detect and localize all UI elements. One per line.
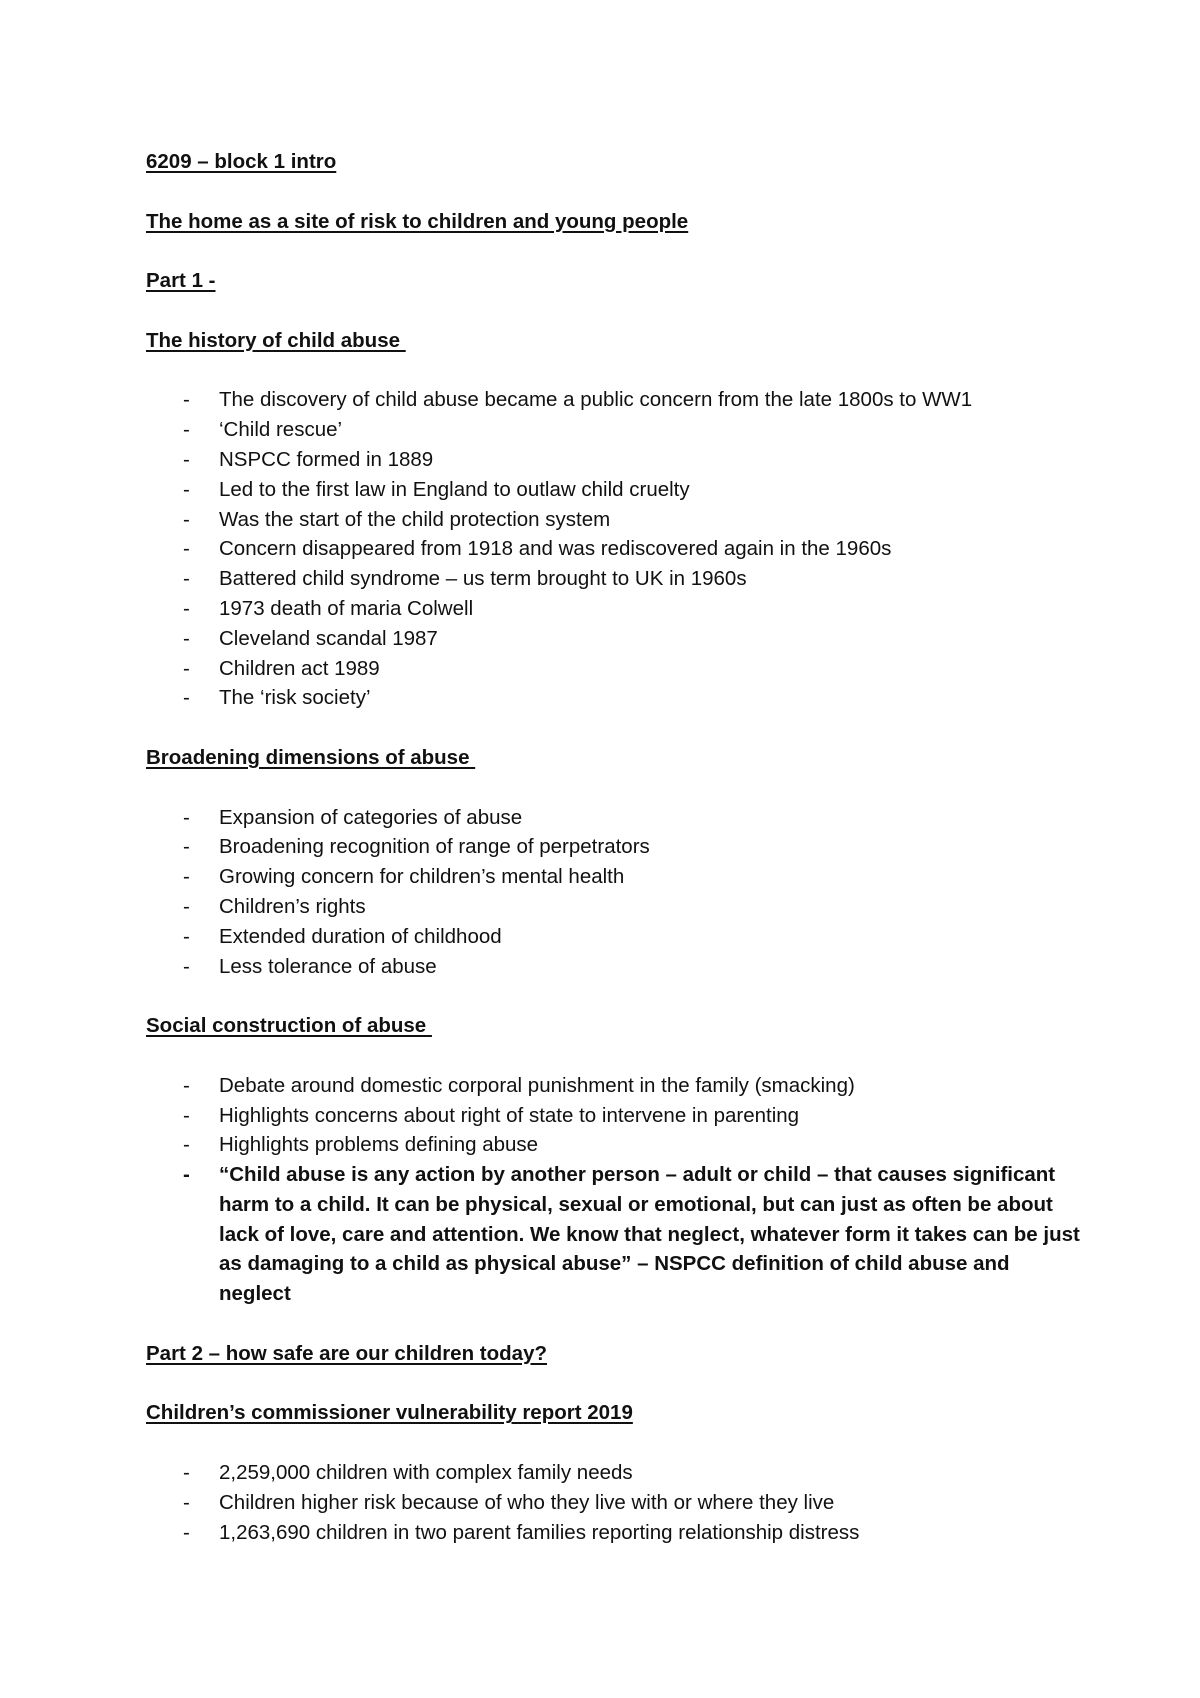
dash-bullet: -: [183, 924, 190, 948]
list-item-text: Children higher risk because of who they live with or where they live: [219, 1490, 835, 1514]
list-item-text: Led to the first law in England to outlaw child cruelty: [219, 477, 690, 501]
broadening-list: [146, 803, 1086, 982]
list-item: [146, 803, 1086, 833]
dash-bullet: -: [183, 954, 190, 978]
list-item-text: Extended duration of childhood: [219, 924, 502, 948]
part1-heading: Part 1 -: [146, 269, 216, 293]
dash-bullet: -: [183, 865, 190, 889]
nspcc-quote-item: [146, 1160, 1086, 1309]
list-item-text: Expansion of categories of abuse: [219, 805, 523, 829]
section-heading-report: Children’s commissioner vulnerability report 2019: [146, 1401, 633, 1425]
dash-bullet: -: [183, 418, 190, 442]
list-item: [146, 1458, 1086, 1488]
dash-bullet: -: [183, 1133, 190, 1157]
list-item: [146, 1488, 1086, 1518]
dash-bullet: -: [183, 388, 190, 412]
list-item-text: Growing concern for children’s mental health: [219, 865, 625, 889]
dash-bullet: -: [183, 686, 190, 710]
list-item-text: Highlights problems defining abuse: [219, 1133, 539, 1157]
report-list: [146, 1458, 1086, 1547]
spacer: [146, 236, 1086, 266]
spacer: [146, 1428, 1086, 1458]
list-item-text: The discovery of child abuse became a public concern from the late 1800s to WW1: [219, 388, 973, 412]
list-item-text: Debate around domestic corporal punishment in the family (smacking): [219, 1073, 855, 1097]
dash-bullet: -: [183, 1520, 190, 1544]
spacer: [146, 1309, 1086, 1339]
list-item: [146, 564, 1086, 594]
dash-bullet: -: [183, 596, 190, 620]
list-item: [146, 862, 1086, 892]
list-item: [146, 475, 1086, 505]
part2-heading: Part 2 – how safe are our children today?: [146, 1341, 548, 1365]
list-item: [146, 594, 1086, 624]
list-item: [146, 385, 1086, 415]
dash-bullet: -: [183, 805, 190, 829]
spacer: [146, 356, 1086, 386]
spacer: [146, 296, 1086, 326]
list-item-text: Children’s rights: [219, 894, 366, 918]
list-item: [146, 1101, 1086, 1131]
dash-bullet: -: [183, 1103, 190, 1127]
spacer: [146, 1369, 1086, 1399]
list-item: [146, 683, 1086, 713]
list-item-text: 2,259,000 children with complex family needs: [219, 1461, 633, 1485]
nspcc-quote-text: “Child abuse is any action by another person – adult or child – that causes significant harm to a child. It can be physical, sexual or emotional, but can just as often be about lack of love, care and attention. We know that neglect, whatever form it takes can be just as damaging to a child as physical abuse” – NSPCC definition of child abuse and neglect: [219, 1163, 1080, 1306]
spacer: [146, 177, 1086, 207]
list-item-text: The ‘risk society’: [219, 686, 371, 710]
list-item-text: Less tolerance of abuse: [219, 954, 437, 978]
list-item: [146, 534, 1086, 564]
list-item: [146, 832, 1086, 862]
list-item: [146, 505, 1086, 535]
section-heading-broadening: Broadening dimensions of abuse: [146, 745, 476, 769]
list-item: [146, 952, 1086, 982]
list-item-text: 1,263,690 children in two parent families reporting relationship distress: [219, 1520, 860, 1544]
list-item-text: 1973 death of maria Colwell: [219, 596, 474, 620]
dash-bullet: -: [183, 477, 190, 501]
list-item-text: Highlights concerns about right of state to intervene in parenting: [219, 1103, 800, 1127]
list-item-text: Battered child syndrome – us term brought to UK in 1960s: [219, 567, 747, 591]
list-item-text: Concern disappeared from 1918 and was rediscovered again in the 1960s: [219, 537, 892, 561]
list-item: [146, 624, 1086, 654]
section-heading-history: The history of child abuse: [146, 328, 406, 352]
list-item: [146, 1518, 1086, 1548]
list-item: [146, 445, 1086, 475]
dash-bullet: -: [183, 567, 190, 591]
document-title: 6209 – block 1 intro: [146, 150, 337, 173]
dash-bullet: -: [183, 894, 190, 918]
list-item-text: ‘Child rescue’: [219, 418, 343, 442]
list-item-text: Broadening recognition of range of perpetrators: [219, 835, 650, 859]
list-item: [146, 1130, 1086, 1160]
dash-bullet: -: [183, 835, 190, 859]
dash-bullet: -: [183, 507, 190, 531]
list-item: [146, 415, 1086, 445]
list-item-text: Children act 1989: [219, 656, 380, 680]
dash-bullet: -: [183, 1163, 190, 1187]
list-item: [146, 1071, 1086, 1101]
history-list: [146, 385, 1086, 713]
list-item: [146, 922, 1086, 952]
dash-bullet: -: [183, 447, 190, 471]
document-body: [146, 147, 1086, 1547]
section-heading-social-construction: Social construction of abuse: [146, 1014, 432, 1038]
dash-bullet: -: [183, 1461, 190, 1485]
list-item-text: Was the start of the child protection system: [219, 507, 611, 531]
dash-bullet: -: [183, 626, 190, 650]
list-item-text: NSPCC formed in 1889: [219, 447, 434, 471]
spacer: [146, 713, 1086, 743]
spacer: [146, 773, 1086, 803]
spacer: [146, 981, 1086, 1011]
dash-bullet: -: [183, 1073, 190, 1097]
list-item: [146, 892, 1086, 922]
document-subtitle: The home as a site of risk to children and young people: [146, 209, 689, 233]
dash-bullet: -: [183, 656, 190, 680]
social-construction-list: [146, 1071, 1086, 1309]
list-item-text: Cleveland scandal 1987: [219, 626, 438, 650]
dash-bullet: -: [183, 1490, 190, 1514]
spacer: [146, 1041, 1086, 1071]
list-item: [146, 654, 1086, 684]
dash-bullet: -: [183, 537, 190, 561]
